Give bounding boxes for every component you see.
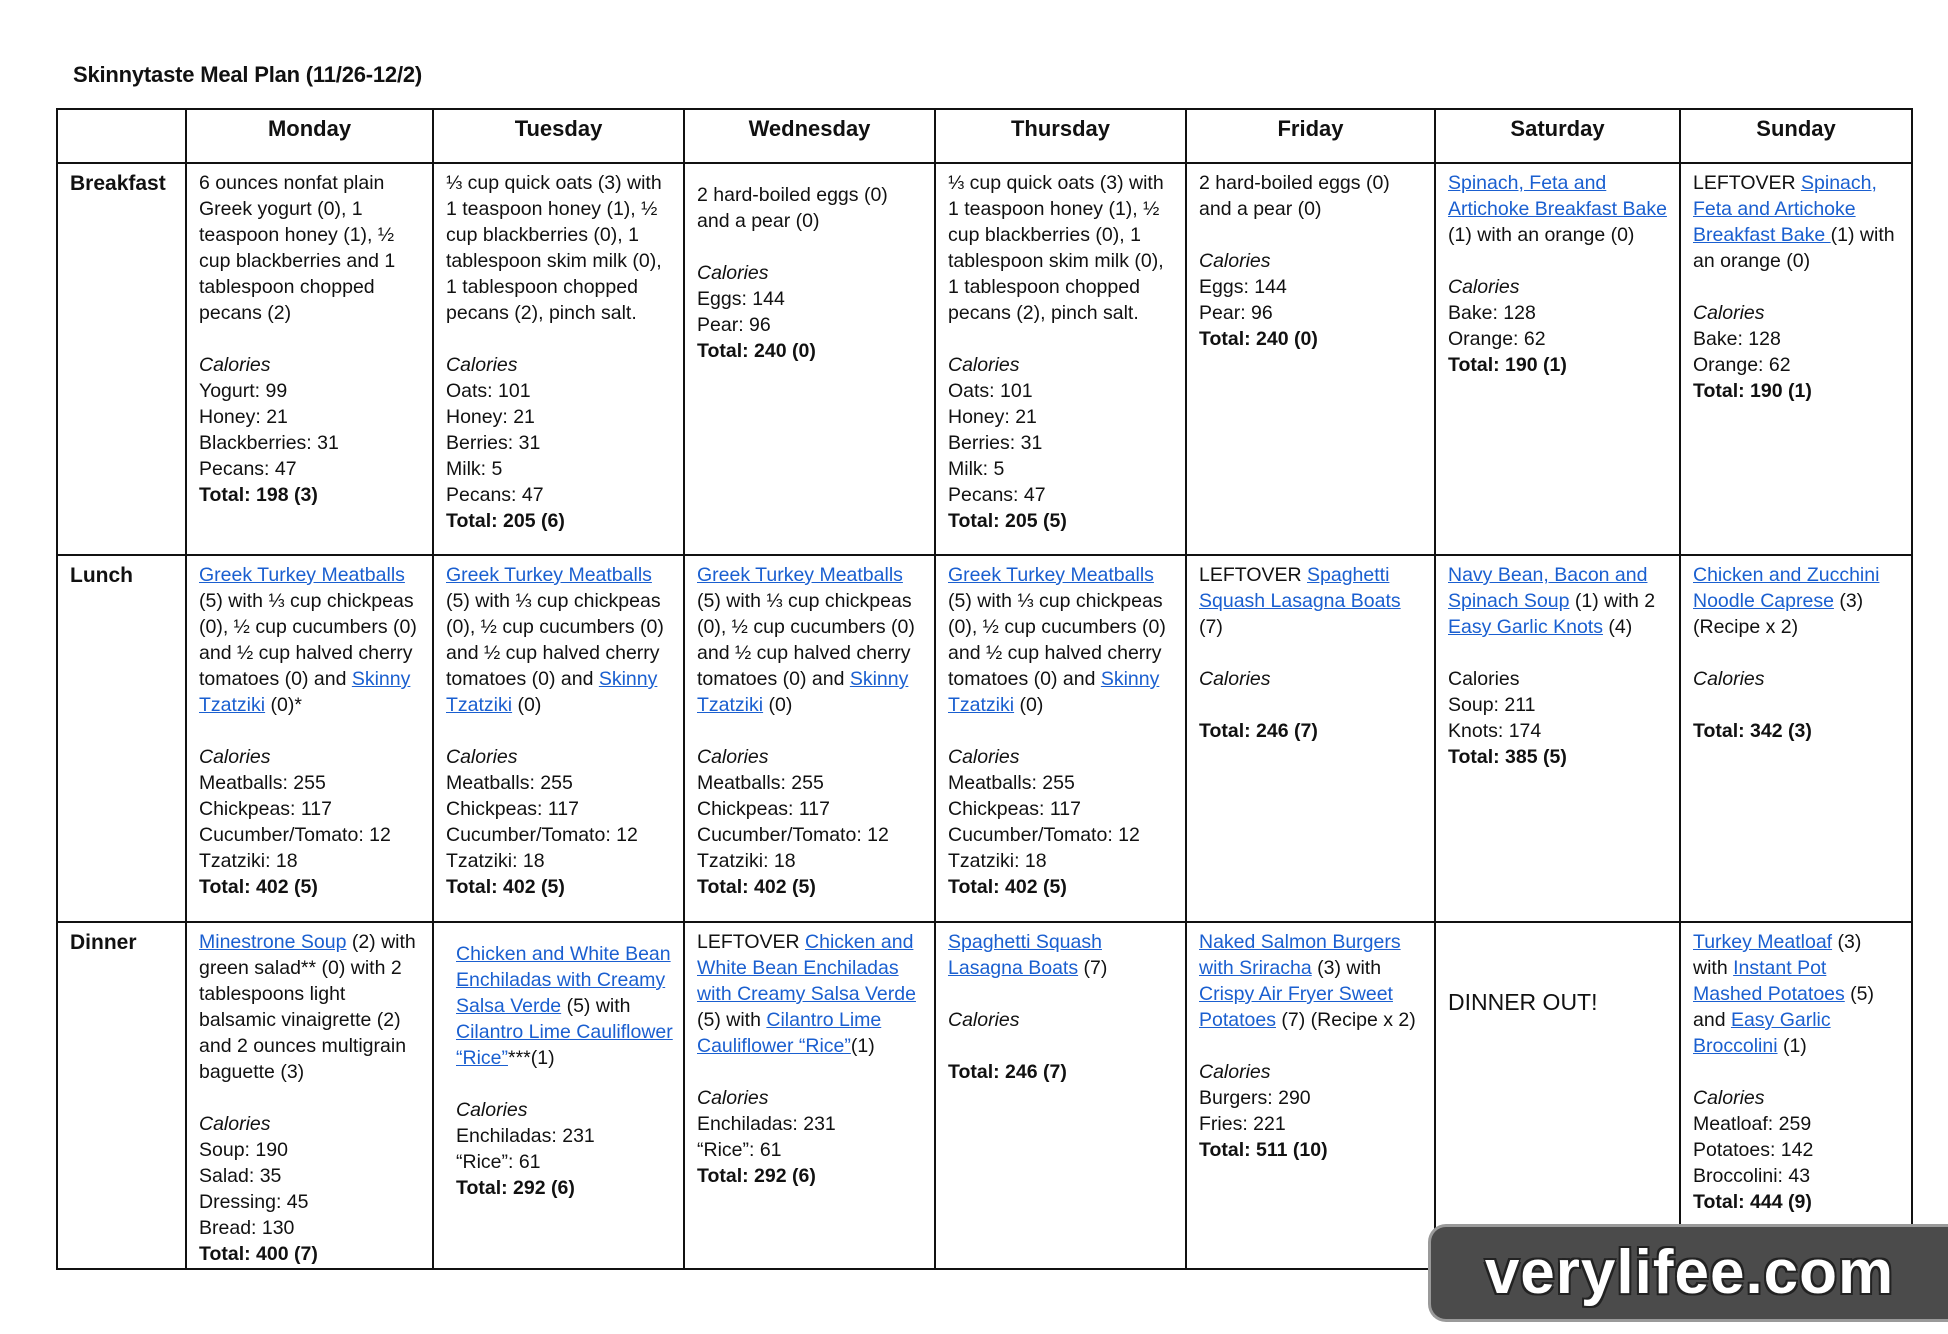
- calorie-item: Oats: 101: [948, 380, 1033, 402]
- calories-heading: Calories: [199, 354, 271, 376]
- meal-description-text: (1) with an orange (0): [1448, 224, 1635, 246]
- day-header-tuesday: Tuesday: [433, 109, 684, 163]
- breakfast-row: [57, 163, 1912, 555]
- calories-heading: Calories: [1448, 276, 1520, 298]
- recipe-link[interactable]: Spaghetti Squash Lasagna Boats: [1199, 564, 1401, 612]
- calorie-item: Bread: 130: [199, 1217, 295, 1239]
- calorie-item: Chickpeas: 117: [199, 798, 332, 820]
- calories-heading: Calories: [1693, 302, 1765, 324]
- day-header-monday: Monday: [186, 109, 433, 163]
- calorie-item: Blackberries: 31: [199, 432, 339, 454]
- recipe-link[interactable]: Cilantro Lime Cauliflower “Rice”: [456, 1021, 673, 1069]
- calorie-total: Total: 205 (6): [446, 510, 565, 532]
- calorie-item: Oats: 101: [446, 380, 531, 402]
- meal-description: [456, 941, 673, 1071]
- calorie-total: Total: 342 (3): [1693, 720, 1812, 742]
- calorie-item: Berries: 31: [948, 432, 1043, 454]
- lunch-row: [57, 555, 1912, 922]
- calorie-item: Meatloaf: 259: [1693, 1113, 1812, 1135]
- day-header-wednesday: Wednesday: [684, 109, 935, 163]
- calorie-item: Dressing: 45: [199, 1191, 309, 1213]
- calorie-item: Pecans: 47: [446, 484, 544, 506]
- calorie-total: Total: 402 (5): [199, 876, 318, 898]
- meal-description-text: (3) with: [1311, 957, 1382, 979]
- page-title: Skinnytaste Meal Plan (11/26-12/2): [73, 62, 423, 87]
- leftover-label: LEFTOVER: [1693, 172, 1802, 194]
- row-label-dinner: Dinner: [57, 922, 186, 1269]
- calories-heading: Calories: [1693, 1087, 1765, 1109]
- meal-description-text: (0): [1014, 694, 1044, 716]
- recipe-link[interactable]: Spaghetti Squash Lasagna Boats: [948, 931, 1102, 979]
- watermark-text: verylifee.com: [1484, 1238, 1895, 1307]
- day-header-friday: Friday: [1186, 109, 1435, 163]
- lunch-sunday-cell: [1680, 555, 1912, 922]
- meal-description-text: (7): [1199, 616, 1223, 638]
- calorie-total: Total: 246 (7): [1199, 720, 1318, 742]
- recipe-link[interactable]: Skinny Tzatziki: [199, 668, 411, 716]
- day-header-thursday: Thursday: [935, 109, 1186, 163]
- recipe-link[interactable]: Skinny Tzatziki: [948, 668, 1160, 716]
- dinner-friday-cell: [1186, 922, 1435, 1269]
- calorie-item: Meatballs: 255: [446, 772, 573, 794]
- breakfast-monday-cell: [186, 163, 433, 555]
- meal-description: [1448, 170, 1669, 248]
- calorie-item: Cucumber/Tomato: 12: [199, 824, 391, 846]
- dinner-wednesday-cell: [684, 922, 935, 1269]
- calorie-item: Berries: 31: [446, 432, 541, 454]
- recipe-link[interactable]: Crispy Air Fryer Sweet Potatoes: [1199, 983, 1393, 1031]
- dinner-sunday-cell: [1680, 922, 1912, 1269]
- calorie-item: Tzatziki: 18: [948, 850, 1047, 872]
- calories-heading: Calories: [1199, 250, 1271, 272]
- calorie-item: Eggs: 144: [1199, 276, 1287, 298]
- calorie-item: Pear: 96: [1199, 302, 1273, 324]
- header-row: [57, 109, 1912, 163]
- meal-description-text: (5) with ⅓ cup chickpeas (0), ½ cup cucumbers (0) and ½ cup halved cherry tomatoes (0) and: [199, 590, 417, 690]
- calorie-total: Total: 385 (5): [1448, 746, 1567, 768]
- calorie-item: “Rice”: 61: [697, 1139, 782, 1161]
- calories-heading: Calories: [199, 746, 271, 768]
- recipe-link[interactable]: Skinny Tzatziki: [697, 668, 909, 716]
- leftover-label: LEFTOVER: [1199, 564, 1308, 586]
- calorie-item: Yogurt: 99: [199, 380, 288, 402]
- day-header-saturday: Saturday: [1435, 109, 1680, 163]
- calorie-item: Meatballs: 255: [948, 772, 1075, 794]
- recipe-link[interactable]: Instant Pot Mashed Potatoes: [1693, 957, 1845, 1005]
- calorie-total: Total: 190 (1): [1693, 380, 1812, 402]
- calorie-item: Fries: 221: [1199, 1113, 1286, 1135]
- meal-description-text: (1) with an orange (0): [1693, 224, 1895, 272]
- watermark: [1428, 1224, 1948, 1322]
- recipe-link[interactable]: Easy Garlic Knots: [1448, 616, 1603, 638]
- calorie-item: Honey: 21: [948, 406, 1037, 428]
- calories-heading: Calories: [697, 262, 769, 284]
- meal-description-text: (5) with ⅓ cup chickpeas (0), ½ cup cucumbers (0) and ½ cup halved cherry tomatoes (0) and: [948, 590, 1166, 690]
- meal-description-text: (1): [1777, 1035, 1807, 1057]
- meal-description: 6 ounces nonfat plain Greek yogurt (0), 1 teaspoon honey (1), ½ cup blackberries and 1 tablespoon chopped pecans (2): [199, 172, 396, 324]
- calorie-item: Meatballs: 255: [697, 772, 824, 794]
- calories-heading: Calories: [1199, 1061, 1271, 1083]
- calories-heading: Calories: [948, 1009, 1020, 1031]
- meal-description: [1199, 562, 1424, 640]
- meal-description: [1693, 929, 1901, 1059]
- calorie-item: Honey: 21: [446, 406, 535, 428]
- calorie-total: Total: 205 (5): [948, 510, 1067, 532]
- lunch-monday-cell: [186, 555, 433, 922]
- meal-description-text: (5) and: [1693, 983, 1875, 1031]
- calorie-item: Tzatziki: 18: [697, 850, 796, 872]
- calorie-total: Total: 402 (5): [697, 876, 816, 898]
- lunch-saturday-cell: [1435, 555, 1680, 922]
- recipe-link[interactable]: Greek Turkey Meatballs: [697, 564, 903, 586]
- meal-description: [1199, 929, 1424, 1033]
- breakfast-thursday-cell: [935, 163, 1186, 555]
- meal-description: 2 hard-boiled eggs (0) and a pear (0): [697, 184, 888, 232]
- recipe-link[interactable]: Naked Salmon Burgers with Sriracha: [1199, 931, 1401, 979]
- meal-description: [948, 562, 1175, 718]
- calories-heading: Calories: [948, 746, 1020, 768]
- recipe-link[interactable]: Chicken and White Bean Enchiladas with Creamy Salsa Verde: [456, 943, 671, 1017]
- calories-heading: Calories: [456, 1099, 528, 1121]
- calorie-total: Total: 511 (10): [1199, 1139, 1328, 1161]
- calorie-item: Pecans: 47: [948, 484, 1046, 506]
- meal-description-text: (5) with ⅓ cup chickpeas (0), ½ cup cucumbers (0) and ½ cup halved cherry tomatoes (0) and: [446, 590, 664, 690]
- lunch-thursday-cell: [935, 555, 1186, 922]
- meal-plan-table: [56, 108, 1913, 1270]
- calorie-item: Bake: 128: [1448, 302, 1536, 324]
- day-header-sunday: Sunday: [1680, 109, 1912, 163]
- calorie-total: Total: 190 (1): [1448, 354, 1567, 376]
- meal-description: 2 hard-boiled eggs (0) and a pear (0): [1199, 172, 1390, 220]
- meal-description-text: (3) (Recipe x 2): [1693, 590, 1864, 638]
- recipe-link[interactable]: Cilantro Lime Cauliflower “Rice”: [697, 1009, 882, 1057]
- calorie-item: Milk: 5: [948, 458, 1005, 480]
- recipe-link[interactable]: Spinach, Feta and Artichoke Breakfast Bake: [1693, 172, 1877, 246]
- calorie-item: Tzatziki: 18: [199, 850, 298, 872]
- calorie-total: Total: 240 (0): [697, 340, 816, 362]
- lunch-tuesday-cell: [433, 555, 684, 922]
- recipe-link[interactable]: Greek Turkey Meatballs: [948, 564, 1154, 586]
- recipe-link[interactable]: Easy Garlic Broccolini: [1693, 1009, 1831, 1057]
- calorie-total: Total: 400 (7): [199, 1243, 318, 1265]
- meal-description-text: (1): [850, 1035, 875, 1057]
- meal-description-text: (2) with green salad** (0) with 2 tablespoons light balsamic vinaigrette (2) and 2 ounces multigrain baguette (3): [199, 931, 416, 1083]
- meal-description: ⅓ cup quick oats (3) with 1 teaspoon honey (1), ½ cup blackberries (0), 1 tablespoon skim milk (0), 1 tablespoon chopped pecans (2), pinch salt.: [948, 172, 1164, 324]
- calories-heading: Calories: [446, 746, 518, 768]
- calorie-item: Chickpeas: 117: [697, 798, 830, 820]
- dinner-monday-cell: [186, 922, 433, 1269]
- dinner-out-text: DINNER OUT!: [1448, 989, 1598, 1015]
- recipe-link[interactable]: Spinach, Feta and Artichoke Breakfast Bake: [1448, 172, 1667, 220]
- meal-description: [199, 929, 422, 1085]
- calorie-total: Total: 402 (5): [446, 876, 565, 898]
- calorie-total: Total: 240 (0): [1199, 328, 1318, 350]
- meal-description-text: (5) with ⅓ cup chickpeas (0), ½ cup cucumbers (0) and ½ cup halved cherry tomatoes (0) and: [697, 590, 915, 690]
- breakfast-friday-cell: [1186, 163, 1435, 555]
- recipe-link[interactable]: Turkey Meatloaf: [1693, 931, 1833, 953]
- calorie-item: Chickpeas: 117: [446, 798, 579, 820]
- calorie-item: Broccolini: 43: [1693, 1165, 1811, 1187]
- calories-heading: Calories: [199, 1113, 271, 1135]
- recipe-link[interactable]: Greek Turkey Meatballs: [446, 564, 652, 586]
- calories-heading: Calories: [446, 354, 518, 376]
- meal-description: [199, 562, 422, 718]
- meal-description-text: (3) with: [1693, 931, 1862, 979]
- recipe-link[interactable]: Chicken and White Bean Enchiladas with Creamy Salsa Verde: [697, 931, 916, 1005]
- calorie-item: Meatballs: 255: [199, 772, 326, 794]
- recipe-link[interactable]: Navy Bean, Bacon and Spinach Soup: [1448, 564, 1648, 612]
- breakfast-wednesday-cell: [684, 163, 935, 555]
- meal-description: [1693, 170, 1901, 274]
- dinner-tuesday-cell: [433, 922, 684, 1269]
- row-label-lunch: Lunch: [57, 555, 186, 922]
- calorie-total: Total: 198 (3): [199, 484, 318, 506]
- calorie-item: “Rice”: 61: [456, 1151, 541, 1173]
- meal-description-text: ***(1): [508, 1047, 555, 1069]
- meal-description-text: (0): [763, 694, 793, 716]
- calorie-total: Total: 292 (6): [697, 1165, 816, 1187]
- calories-heading: Calories: [697, 1087, 769, 1109]
- recipe-link[interactable]: Chicken and Zucchini Noodle Caprese: [1693, 564, 1880, 612]
- calories-heading: Calories: [1693, 668, 1765, 690]
- calorie-item: Tzatziki: 18: [446, 850, 545, 872]
- calorie-total: Total: 292 (6): [456, 1177, 575, 1199]
- row-label-breakfast: Breakfast: [57, 163, 186, 555]
- meal-description-text: (1) with 2: [1569, 590, 1656, 612]
- meal-description: ⅓ cup quick oats (3) with 1 teaspoon honey (1), ½ cup blackberries (0), 1 tablespoon skim milk (0), 1 tablespoon chopped pecans (2), pinch salt.: [446, 172, 662, 324]
- calorie-item: Potatoes: 142: [1693, 1139, 1814, 1161]
- calorie-item: Soup: 211: [1448, 694, 1536, 716]
- calories-heading: Calories: [1199, 668, 1271, 690]
- meal-description: [1448, 562, 1669, 640]
- meal-description-text: (7) (Recipe x 2): [1275, 1009, 1416, 1031]
- breakfast-sunday-cell: [1680, 163, 1912, 555]
- meal-description-text: (7): [1078, 957, 1108, 979]
- calorie-item: Cucumber/Tomato: 12: [446, 824, 638, 846]
- dinner-row: [57, 922, 1912, 1269]
- calorie-item: Eggs: 144: [697, 288, 785, 310]
- calorie-item: Cucumber/Tomato: 12: [948, 824, 1140, 846]
- breakfast-tuesday-cell: [433, 163, 684, 555]
- dinner-thursday-cell: [935, 922, 1186, 1269]
- recipe-link[interactable]: Skinny Tzatziki: [446, 668, 658, 716]
- calorie-item: Salad: 35: [199, 1165, 282, 1187]
- calorie-item: Enchiladas: 231: [456, 1125, 595, 1147]
- calorie-item: Pear: 96: [697, 314, 771, 336]
- calorie-item: Cucumber/Tomato: 12: [697, 824, 889, 846]
- calorie-item: Soup: 190: [199, 1139, 288, 1161]
- meal-description: [1693, 562, 1901, 640]
- calorie-item: Bake: 128: [1693, 328, 1781, 350]
- lunch-friday-cell: [1186, 555, 1435, 922]
- recipe-link[interactable]: Greek Turkey Meatballs: [199, 564, 405, 586]
- meal-description-text: (5) with: [697, 1009, 767, 1031]
- calorie-item: Burgers: 290: [1199, 1087, 1311, 1109]
- calorie-total: Total: 444 (9): [1693, 1191, 1812, 1213]
- meal-description: [697, 562, 924, 718]
- calorie-item: Honey: 21: [199, 406, 288, 428]
- recipe-link[interactable]: Minestrone Soup: [199, 931, 347, 953]
- meal-description: [697, 929, 924, 1059]
- calories-heading: Calories: [1448, 668, 1520, 690]
- leftover-label: LEFTOVER: [697, 931, 806, 953]
- calorie-item: Enchiladas: 231: [697, 1113, 836, 1135]
- calories-heading: Calories: [948, 354, 1020, 376]
- calories-heading: Calories: [697, 746, 769, 768]
- calorie-item: Pecans: 47: [199, 458, 297, 480]
- breakfast-saturday-cell: [1435, 163, 1680, 555]
- meal-description: [446, 562, 673, 718]
- calorie-item: Orange: 62: [1448, 328, 1546, 350]
- meal-description-text: (5) with: [561, 995, 631, 1017]
- meal-description-text: (4): [1602, 616, 1633, 638]
- meal-description-text: (0): [512, 694, 542, 716]
- calorie-item: Milk: 5: [446, 458, 503, 480]
- calorie-total: Total: 246 (7): [948, 1061, 1067, 1083]
- calorie-total: Total: 402 (5): [948, 876, 1067, 898]
- corner-cell: [57, 109, 186, 163]
- calorie-item: Orange: 62: [1693, 354, 1791, 376]
- lunch-wednesday-cell: [684, 555, 935, 922]
- meal-description: [948, 929, 1175, 981]
- dinner-saturday-cell: [1435, 922, 1680, 1269]
- calorie-item: Chickpeas: 117: [948, 798, 1081, 820]
- calorie-item: Knots: 174: [1448, 720, 1542, 742]
- meal-description-text: (0)*: [265, 694, 302, 716]
